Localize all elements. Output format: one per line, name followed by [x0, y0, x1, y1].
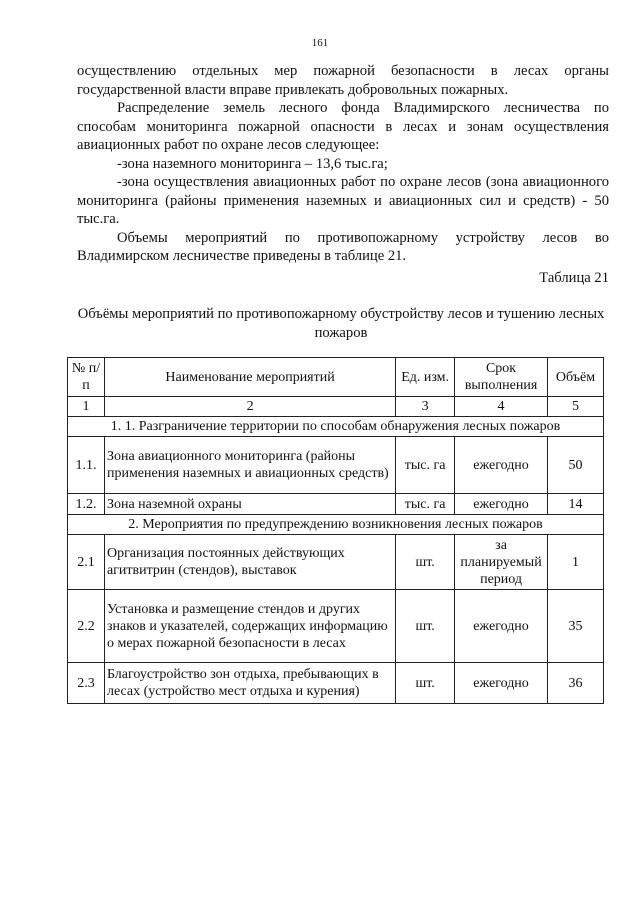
cell-unit: шт. [396, 535, 455, 590]
section-title: 2. Мероприятия по предупреждению возникновения лесных пожаров [68, 515, 604, 535]
cell-unit: тыс. га [396, 437, 455, 494]
cell-term: за планируемый период [455, 535, 548, 590]
column-number: 1 [68, 397, 105, 417]
header-cell-name: Наименование мероприятий [104, 358, 395, 397]
column-number-row [68, 397, 604, 417]
cell-name: Благоустройство зон отдыха, пребывающих в лесах (устройство мест отдыха и курения) [104, 663, 395, 704]
cell-number: 2.2 [68, 590, 105, 663]
table-row [68, 590, 604, 663]
cell-unit: шт. [396, 663, 455, 704]
cell-term: ежегодно [455, 494, 548, 515]
table-row [68, 535, 604, 590]
cell-volume: 1 [548, 535, 604, 590]
cell-name: Зона авиационного мониторинга (районы применения наземных и авиационных средств) [104, 437, 395, 494]
list-item: -зона осуществления авиационных работ по охране лесов (зона авиационного мониторинга (районы применения наземных и авиационных сил и средств) - 50 тыс.га. [77, 174, 609, 227]
header-cell-volume: Объём [548, 358, 604, 397]
column-number: 3 [396, 397, 455, 417]
cell-unit: тыс. га [396, 494, 455, 515]
cell-term: ежегодно [455, 663, 548, 704]
cell-volume: 36 [548, 663, 604, 704]
body-text [77, 62, 609, 266]
header-cell-term: Срок выполнения [455, 358, 548, 397]
cell-term: ежегодно [455, 590, 548, 663]
cell-unit: шт. [396, 590, 455, 663]
header-cell-unit: Ед. изм. [396, 358, 455, 397]
table-title: Объёмы мероприятий по противопожарному обустройству лесов и тушению лесных пожаров [77, 306, 605, 341]
table-header-row [68, 358, 604, 397]
section-row [68, 417, 604, 437]
paragraph: Объемы мероприятий по противопожарному устройству лесов во Владимирском лесничестве приведены в таблице 21. [77, 229, 609, 264]
cell-number: 2.3 [68, 663, 105, 704]
cell-name: Зона наземной охраны [104, 494, 395, 515]
cell-volume: 14 [548, 494, 604, 515]
table-row [68, 494, 604, 515]
cell-number: 2.1 [68, 535, 105, 590]
table-caption: Таблица 21 [539, 270, 609, 286]
page-number: 161 [311, 37, 329, 49]
table-row [68, 663, 604, 704]
paragraph: осуществлению отдельных мер пожарной безопасности в лесах органы государственной власти вправе привлекать добровольных пожарных. [77, 63, 609, 98]
cell-volume: 50 [548, 437, 604, 494]
cell-volume: 35 [548, 590, 604, 663]
column-number: 2 [104, 397, 395, 417]
column-number: 4 [455, 397, 548, 417]
section-title: 1. 1. Разграничение территории по способам обнаружения лесных пожаров [68, 417, 604, 437]
cell-number: 1.1. [68, 437, 105, 494]
cell-number: 1.2. [68, 494, 105, 515]
list-item: -зона наземного мониторинга – 13,6 тыс.га; [117, 155, 388, 172]
cell-name: Установка и размещение стендов и других знаков и указателей, содержащих информацию о мерах пожарной безопасности в лесах [104, 590, 395, 663]
table-row [68, 437, 604, 494]
cell-term: ежегодно [455, 437, 548, 494]
column-number: 5 [548, 397, 604, 417]
header-cell-number: № п/п [68, 358, 105, 397]
paragraph: Распределение земель лесного фонда Владимирского лесничества по способам мониторинга пожарной опасности в лесах и зонам осуществления авиационных работ по охране лесов следующее: [77, 100, 609, 153]
cell-name: Организация постоянных действующих агитвитрин (стендов), выставок [104, 535, 395, 590]
section-row [68, 515, 604, 535]
measures-table [67, 357, 604, 704]
